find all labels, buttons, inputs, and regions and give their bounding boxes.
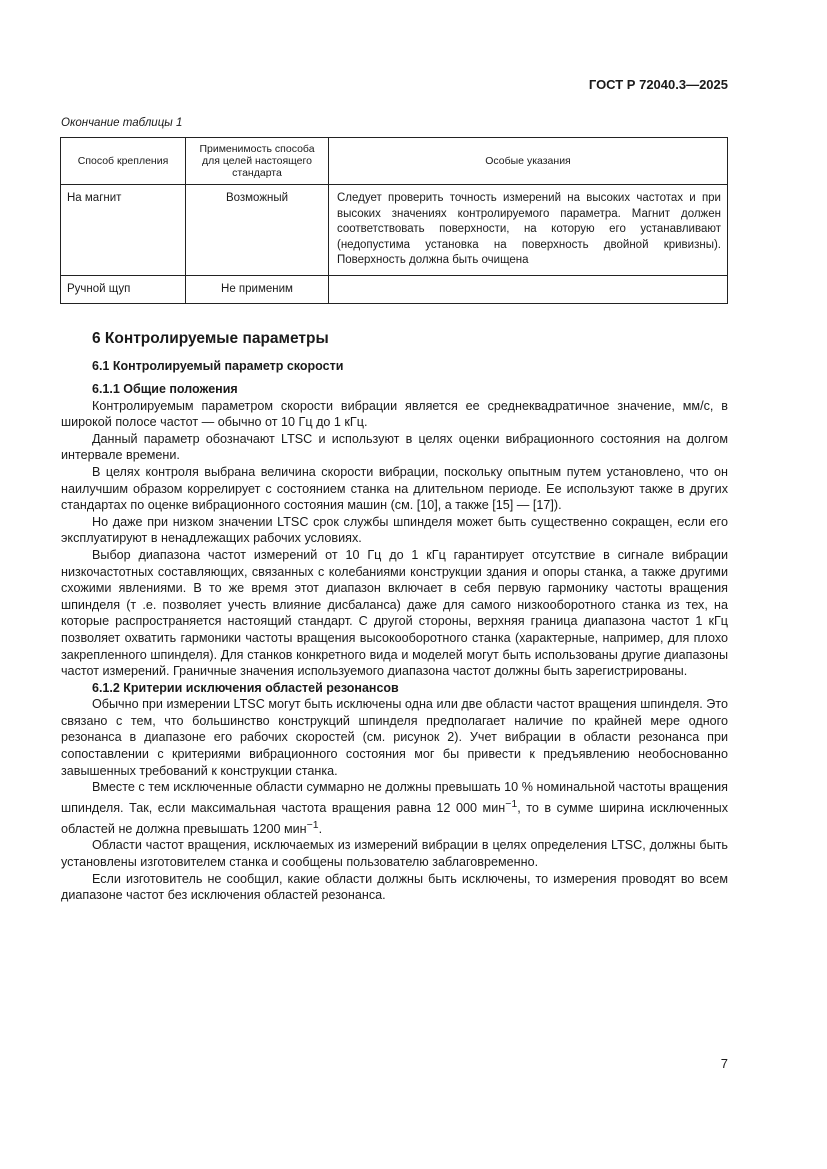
text-run: Вместе с тем исключенные области суммарно не должны превышать 10 % номинальной частоты вращения шпинделя. Так, если максимальная частота вращения равна 12 000 мин [61,780,728,816]
clause-title-6-1-2: 6.1.2 Критерии исключения областей резонансов [92,680,399,695]
page-number: 7 [720,1056,728,1071]
paragraph: Обычно при измерении LTSC могут быть исключены одна или две области частот вращения шпинделя. Это связано с тем, что большинство конструкций шпинделя предполагает наличие по крайней мере одного резонанса в диапазоне его рабочих скоростей (см. рисунок 2). Учет вибрации в области резонанса при сопоставлении с критериями вибрационного состояния мог бы привести к предъявлению необоснованно завышенных требований к конструкции станка. [61,697,728,778]
body-text [61,381,728,904]
cell-applicability: Возможный [186,185,329,276]
cell-method: На магнит [61,185,186,276]
column-header-notes: Особые указания [329,138,728,185]
cell-method: Ручной щуп [61,275,186,304]
column-header-applicability: Применимость способа для целей настоящего стандарта [186,138,329,185]
paragraph: В целях контроля выбрана величина скорости вибрации, поскольку опытным путем установлено, что он наилучшим образом коррелирует с состоянием станка на длительном периоде. Ее используют также в других стандартах по оценке вибрационного состояния машин (см. [10], а также [15] — [17]). [61,464,728,513]
superscript: −1 [306,818,319,831]
section-title: 6 Контролируемые параметры [92,330,329,347]
paragraph: Контролируемым параметром скорости вибрации является ее среднеквадратичное значение, мм/с, в широкой полосе частот — обычно от 10 Гц до 1 кГц. [61,398,728,430]
subsection-title: 6.1 Контролируемый параметр скорости [92,359,344,373]
superscript: −1 [505,797,518,810]
text-run: , то в сумме ширина исключенных областей не должна превышать 1200 мин [61,801,728,836]
mounting-methods-table [60,137,728,304]
table-caption: Окончание таблицы 1 [61,117,183,129]
paragraph: Области частот вращения, исключаемых из измерений вибрации в целях определения LTSC, должны быть установлены изготовителем станка и сообщены пользователю заблаговременно. [61,838,728,869]
column-header-method: Способ крепления [61,138,186,185]
table-row [61,185,728,276]
paragraph: Но даже при низком значении LTSC срок службы шпинделя может быть существенно сокращен, если его эксплуатируют в ненадлежащих рабочих условиях. [61,514,728,546]
paragraph [61,779,728,837]
table-header-row [61,138,728,185]
paragraph: Если изготовитель не сообщил, какие области должны быть исключены, то измерения проводят во всем диапазоне частот без исключения областей резонанса. [61,871,728,903]
clause-title-6-1-1: 6.1.1 Общие положения [92,382,238,396]
document-code: ГОСТ Р 72040.3—2025 [588,77,728,92]
paragraph: Выбор диапазона частот измерений от 10 Гц до 1 кГц гарантирует отсутствие в сигнале вибрации низкочастотных составляющих, связанных с колебаниями конструкции здания и опоры станка, а также другими схожими явлениями. В то же время этот диапазон включает в себя первую гармонику частоты вращения шпинделя (т .е. позволяет учесть влияние дисбаланса) даже для самого низкооборотного станка из тех, на которые распространяется настоящий стандарт. С другой стороны, верхняя граница диапазона частот 1 кГц позволяет охватить гармоники частоты вращения высокооборотного станка (характерные, например, для плохо закрепленного шпинделя). Для станков конкретного вида и моделей могут быть использованы другие диапазоны частот измерений. Граничные значения используемого диапазона частот должны быть зарегистрированы. [61,547,728,679]
cell-applicability: Не применим [186,275,329,304]
cell-notes [329,275,728,304]
text-run: . [318,821,323,836]
table-row [61,275,728,304]
section-content [61,330,728,904]
cell-notes: Следует проверить точность измерений на высоких частотах и при высоких значениях контролируемого параметра. Магнит должен соответствовать поверхности, на которую его устанавливают (недопустима установка на поверхность двойной кривизны). Поверхность должна быть очищена [329,185,728,276]
paragraph: Данный параметр обозначают LTSC и используют в целях оценки вибрационного состояния на долгом интервале времени. [61,431,728,463]
